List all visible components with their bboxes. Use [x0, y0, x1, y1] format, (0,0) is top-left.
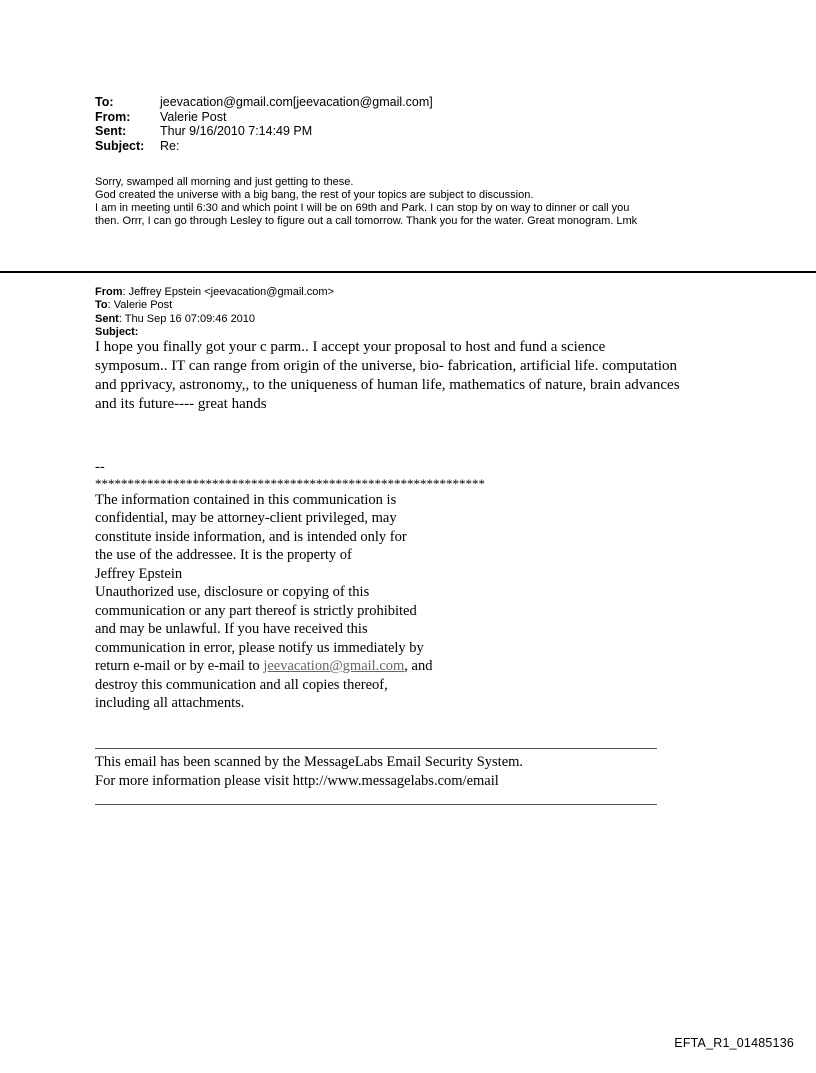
- notice-line: confidential, may be attorney-client privileged, may: [95, 510, 397, 526]
- quoted-header: [95, 286, 334, 340]
- quoted-subject-value: :: [134, 326, 139, 339]
- notice-line: The information contained in this communication is: [95, 491, 397, 508]
- return-suffix: , and: [404, 658, 433, 674]
- quoted-body-line: symposum.. IT can range from origin of the universe, bio- fabrication, artificial life. computation: [95, 358, 678, 374]
- reply-line: I am in meeting until 6:30 and which point I will be on 69th and Park. I can stop by on way to dinner or call you: [95, 202, 630, 214]
- quoted-sent-value: : Thu Sep 16 07:09:46 2010: [118, 312, 256, 325]
- to-label: To:: [95, 95, 114, 109]
- signature-stars: ************************************************************: [95, 475, 485, 491]
- quoted-body: [95, 338, 735, 414]
- notice-line: Unauthorized use, disclosure or copying of this: [95, 584, 370, 600]
- notice-line: including all attachments.: [95, 695, 245, 711]
- quoted-body-line: I hope you finally got your c parm.. I accept your proposal to host and fund a science: [95, 339, 606, 355]
- quoted-body-line: and its future---- great hands: [95, 396, 267, 412]
- notice-line: destroy this communication and all copies thereof,: [95, 676, 388, 693]
- reply-line: God created the universe with a big bang, the rest of your topics are subject to discussion.: [95, 189, 534, 201]
- quoted-from-label: From: [95, 286, 123, 298]
- notice-return-line: [95, 657, 485, 676]
- document-id: EFTA_R1_01485136: [674, 1036, 794, 1050]
- scan-line-1: This email has been scanned by the MessageLabs Email Security System.: [95, 754, 524, 770]
- quoted-body-line: and pprivacy, astronomy,, to the uniqueness of human life, mathematics of nature, brain advances: [95, 377, 680, 393]
- quoted-from-row: [95, 286, 334, 299]
- quoted-from-value: : Jeffrey Epstein <jeevacation@gmail.com>: [122, 286, 335, 298]
- notice-line: Jeffrey Epstein: [95, 565, 183, 582]
- header-subject-row: [95, 139, 433, 154]
- return-prefix: return e-mail or by e-mail to: [95, 658, 264, 674]
- reply-body: [95, 176, 637, 228]
- confidentiality-notice: [95, 458, 485, 713]
- quoted-to-row: [95, 299, 334, 312]
- notice-line: constitute inside information, and is intended only for: [95, 528, 407, 545]
- notice-line: and may be unlawful. If you have received this: [95, 621, 368, 637]
- scan-notice: [95, 753, 523, 790]
- section-divider: [0, 271, 816, 273]
- email-header: [95, 95, 433, 153]
- subject-value: Re:: [160, 138, 180, 153]
- header-sent-row: [95, 124, 433, 139]
- to-value: jeevacation@gmail.com[jeevacation@gmail.com]: [160, 95, 433, 109]
- sent-label: Sent:: [95, 124, 127, 138]
- notice-line: communication or any part thereof is strictly prohibited: [95, 602, 417, 619]
- signature-dashes: --: [95, 459, 105, 475]
- quoted-to-label: To: [95, 299, 108, 312]
- quoted-to-value: : Valerie Post: [107, 299, 173, 312]
- from-label: From:: [95, 109, 131, 124]
- header-from-row: [95, 110, 433, 125]
- subject-label: Subject:: [95, 138, 145, 153]
- sent-value: Thur 9/16/2010 7:14:49 PM: [160, 124, 313, 138]
- header-to-row: [95, 95, 433, 110]
- quoted-subject-label: Subject: [95, 326, 135, 339]
- from-value: Valerie Post: [160, 109, 227, 124]
- notice-line: the use of the addressee. It is the property of: [95, 547, 352, 563]
- reply-line: Sorry, swamped all morning and just getting to these.: [95, 176, 354, 188]
- quoted-sent-row: [95, 313, 334, 326]
- scan-line-2: For more information please visit http://www.messagelabs.com/email: [95, 772, 499, 789]
- scan-rule-bottom: [95, 804, 657, 805]
- reply-line: then. Orrr, I can go through Lesley to figure out a call tomorrow. Thank you for the water. Great monogram. Lmk: [95, 215, 638, 227]
- scan-rule-top: [95, 748, 657, 749]
- notice-line: communication in error, please notify us immediately by: [95, 639, 424, 656]
- quoted-sent-label: Sent: [95, 312, 119, 325]
- email-link[interactable]: jeevacation@gmail.com: [263, 658, 405, 674]
